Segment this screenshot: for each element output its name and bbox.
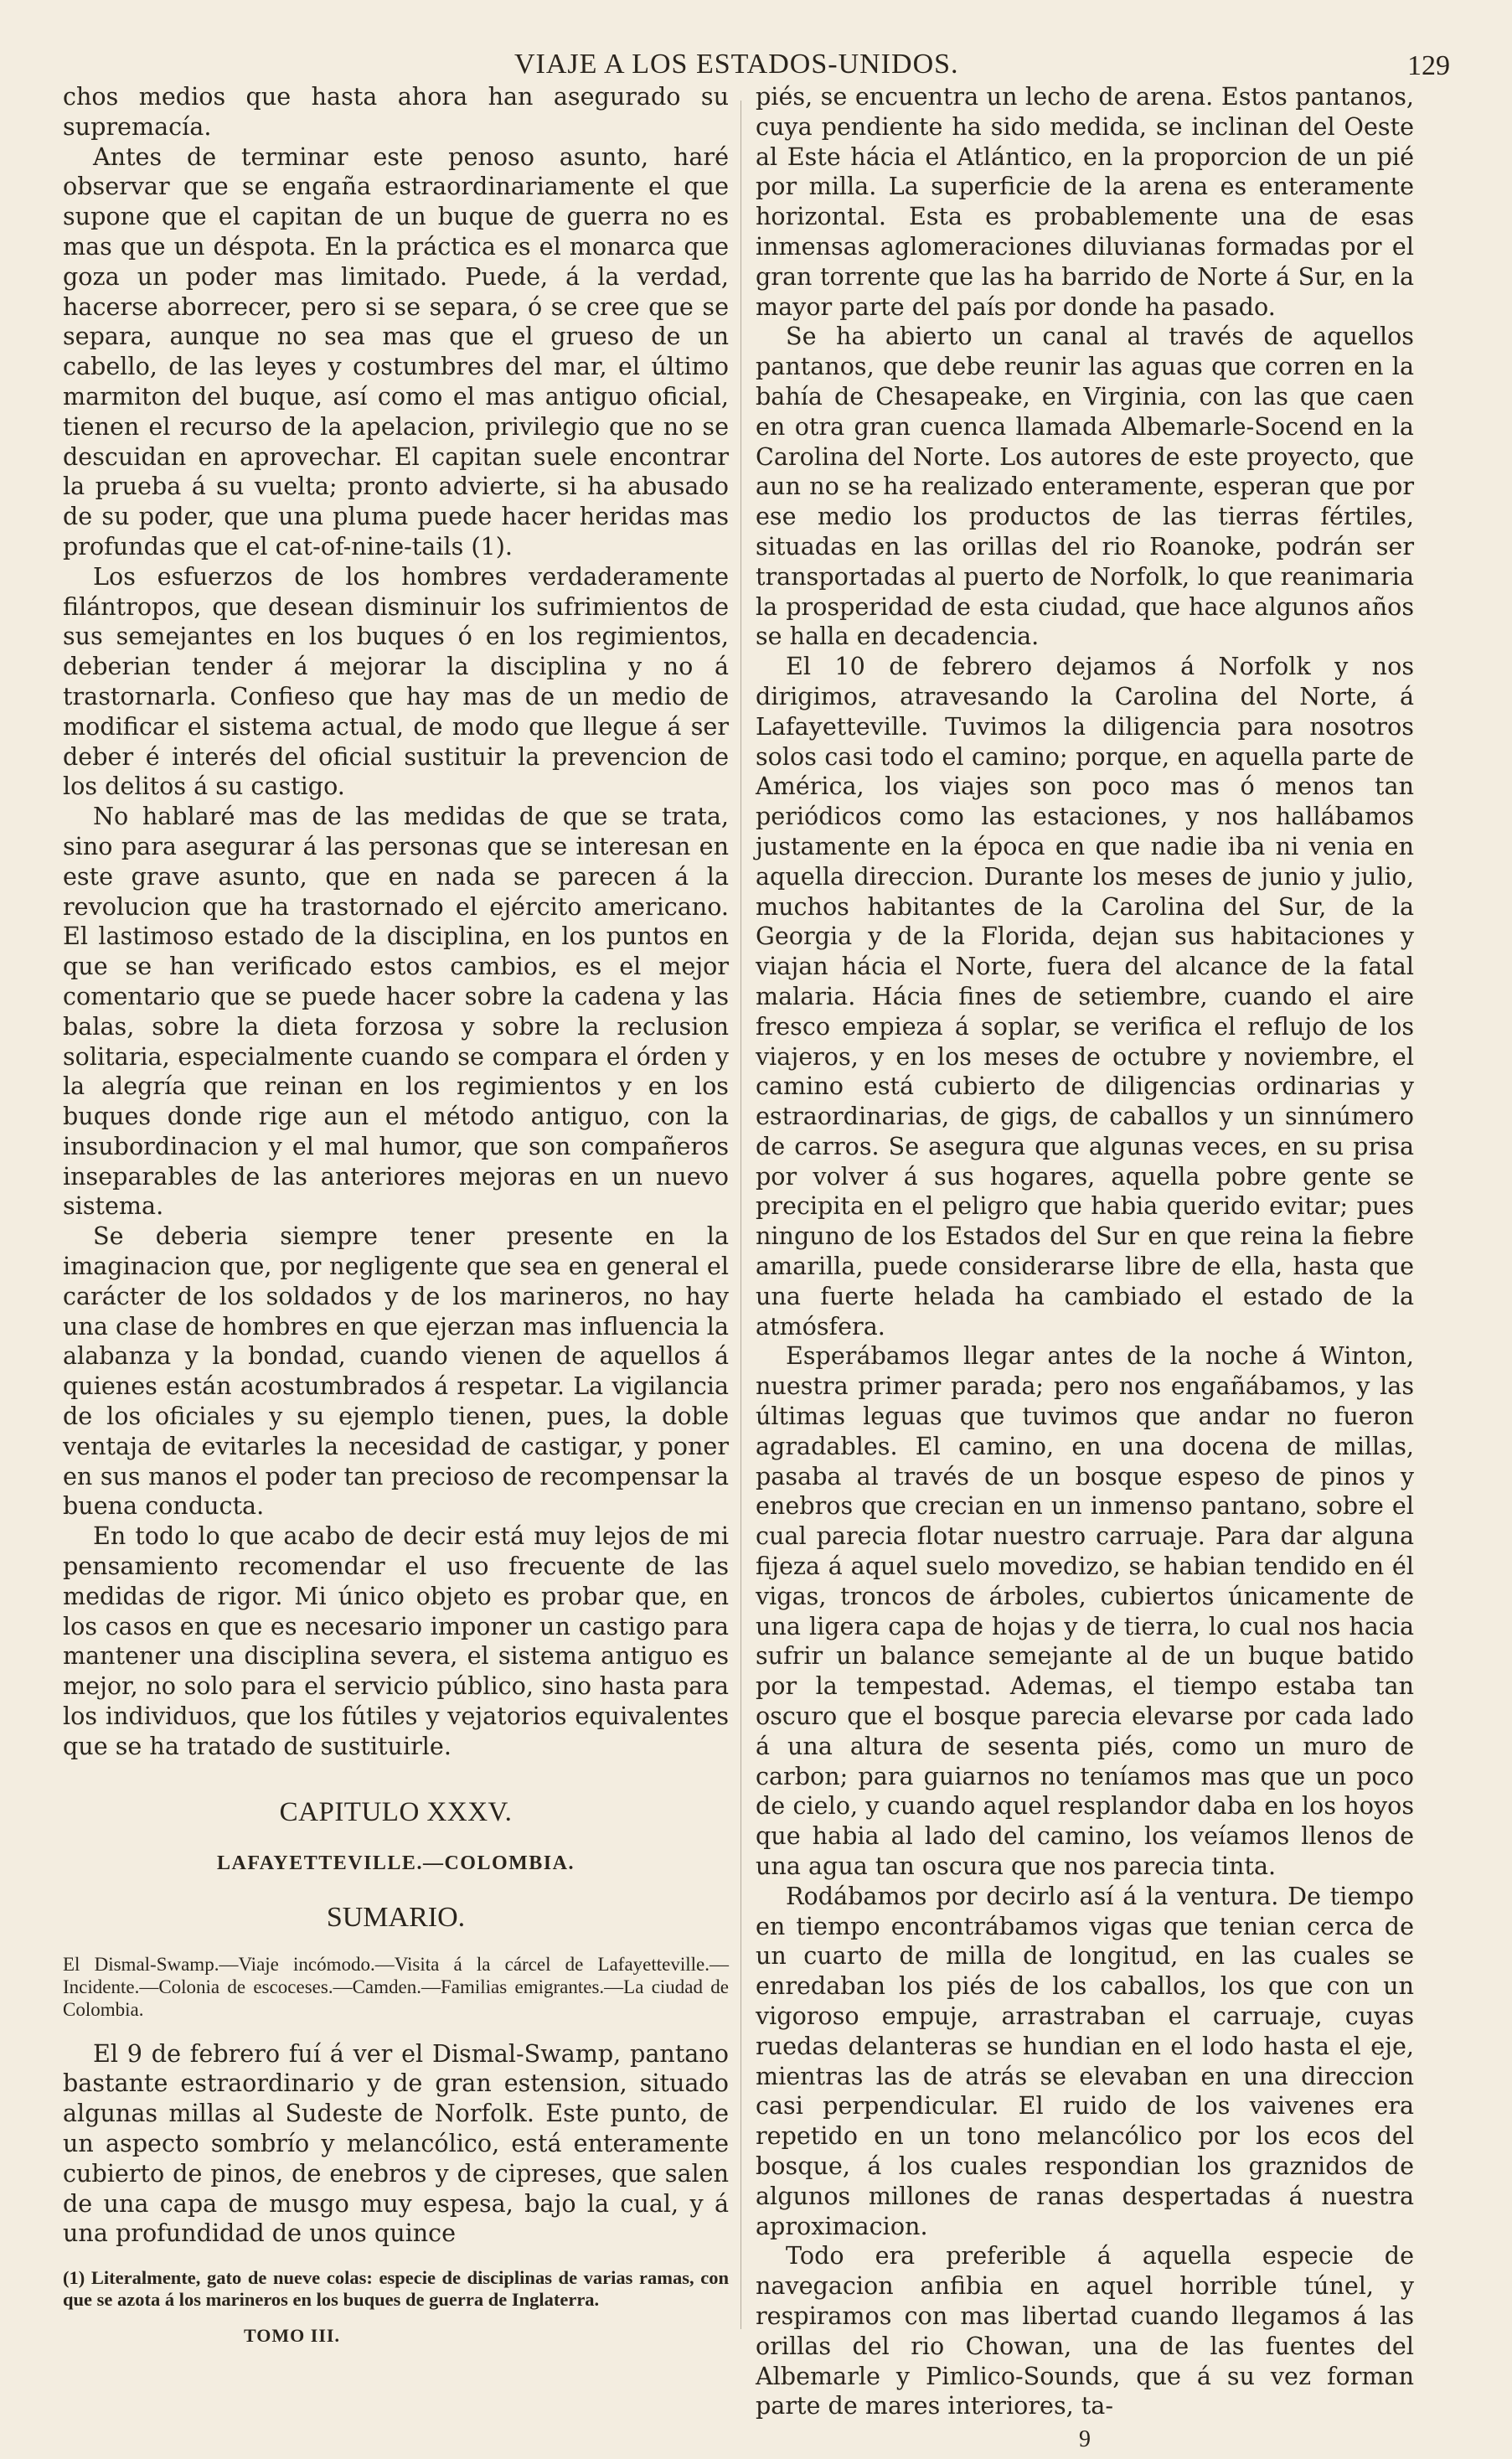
volume-mark: TOMO III. bbox=[244, 2325, 340, 2347]
paragraph: Esperábamos llegar antes de la noche á Winton, nuestra primer parada; pero nos engañábamos, y las últimas leguas que tuvimos que andar no fueron agradables. El camino, en una docena de millas, pasaba al través de un bosque espeso de pinos y enebros que crecian en un inmenso pantano, sobre el cual parecia flotar nuestro carruaje. Para dar alguna fijeza á aquel suelo movedizo, se habian tendido en él vigas, troncos de árboles, cubiertos únicamente de una ligera capa de hojas y de tierra, lo cual nos hacia sufrir un balance semejante al de un buque batido por la tempestad. Ademas, el tiempo estaba tan oscuro que el bosque parecia elevarse por cada lado á una altura de sesenta piés, como un muro de carbon; para guiarnos no teníamos mas que un poco de cielo, y cuando aquel resplandor daba en los hoyos que habia al lado del camino, los veíamos llenos de una agua tan oscura que nos parecia tinta. bbox=[756, 1341, 1414, 1881]
paragraph: En todo lo que acabo de decir está muy lejos de mi pensamiento recomendar el uso frecuente de las medidas de rigor. Mi único objeto es probar que, en los casos en que es necesario imponer un castigo para mantener una disciplina severa, el sistema antiguo es mejor, no solo para el servicio público, sino hasta para los individuos, que los fútiles y vejatorios equivalentes que se ha tratado de sustituirle. bbox=[63, 1521, 729, 1760]
paragraph: Rodábamos por decirlo así á la ventura. De tiempo en tiempo encontrábamos vigas que tenian cerca de un cuarto de milla de longitud, en las cuales se enredaban los piés de los caballos, los que con un vigoroso empuje, arrastraban el carruaje, cuyas ruedas delanteras se hundian en el lodo hasta el eje, mientras las de atrás se elevaban en una direccion casi perpendicular. El ruido de los vaivenes era repetido en un tono melancólico por los ecos del bosque, á los cuales respondian los graznidos de algunos millones de ranas despertadas á nuestra aproximacion. bbox=[756, 1881, 1414, 2240]
right-column bbox=[756, 82, 1414, 2455]
running-title: VIAJE A LOS ESTADOS-UNIDOS. bbox=[514, 49, 959, 80]
sumario-text: El Dismal-Swamp.—Viaje incómodo.—Visita á la cárcel de Lafayetteville.—Incidente.—Colonia de escoceses.—Camden.—Familias emigrantes.—La ciudad de Colombia. bbox=[63, 1953, 729, 2020]
paragraph: Los esfuerzos de los hombres verdaderamente filántropos, que desean disminuir los sufrimientos de sus semejantes en los buques ó en los regimientos, deberian tender á mejorar la disciplina y no á trastornarla. Confieso que hay mas de un medio de modificar el sistema actual, de modo que llegue á ser deber é interés del oficial sustituir la prevencion de los delitos á su castigo. bbox=[63, 561, 729, 801]
paragraph: Se deberia siempre tener presente en la imaginacion que, por negligente que sea en general el carácter de los soldados y de los marineros, no hay una clase de hombres en que ejerzan mas influencia la alabanza y la bondad, cuando vienen de aquellos á quienes están acostumbrados á respetar. La vigilancia de los oficiales y su ejemplo tienen, pues, la doble ventaja de evitarles la necesidad de castigar, y poner en sus manos el poder tan precioso de recompensar la buena conducta. bbox=[63, 1222, 729, 1521]
paragraph: El 10 de febrero dejamos á Norfolk y nos dirigimos, atravesando la Carolina del Norte, á Lafayetteville. Tuvimos la diligencia para nosotros solos casi todo el camino; porque, en aquella parte de América, los viajes son poco mas ó menos tan periódicos como las estaciones, y nos hallábamos justamente en la época en que nadie iba ni venia en aquella direccion. Durante los meses de junio y julio, muchos habitantes de la Carolina del Sur, de la Georgia y de la Florida, dejan sus habitaciones y viajan hácia el Norte, fuera del alcance de la fatal malaria. Hácia fines de setiembre, cuando el aire fresco empieza á soplar, se verifica el reflujo de los viajeros, y en los meses de octubre y noviembre, el camino está cubierto de diligencias ordinarias y estraordinarias, de gigs, de caballos y un sinnúmero de carros. Se asegura que algunas veces, en su prisa por volver á sus hogares, aquella pobre gente se precipita en el peligro que habia querido evitar; pues ninguno de los Estados del Sur en que reina la fiebre amarilla, puede considerarse libre de ella, hasta que una fuerte helada ha cambiado el estado de la atmósfera. bbox=[756, 652, 1414, 1341]
footnote: (1) Literalmente, gato de nueve colas: especie de disciplinas de varias ramas, con que se azota á los marineros en los buques de guerra de Inglaterra. bbox=[63, 2267, 729, 2311]
chapter-title: CAPITULO XXXV. bbox=[279, 1796, 513, 1827]
chapter-first-paragraph: El 9 de febrero fuí á ver el Dismal-Swamp, pantano bastante estraordinario y de gran estension, situado algunas millas al Sudeste de Norfolk. Este punto, de un aspecto sombrío y melancólico, está enteramente cubierto de pinos, de enebros y de cipreses, que salen de una capa de musgo muy espesa, bajo la cual, y á una profundidad de unos quince bbox=[63, 2038, 729, 2248]
paragraph: Todo era preferible á aquella especie de navegacion anfibia en aquel horrible túnel, y respiramos con mas libertad cuando llegamos á las orillas del rio Chowan, una de las fuentes del Albemarle y Pimlico-Sounds, que á su vez forman parte de mares interiores, ta- bbox=[756, 2241, 1414, 2420]
paragraph: No hablaré mas de las medidas de que se trata, sino para asegurar á las personas que se interesan en este grave asunto, que en nada se parecen á la revolucion que ha trastornado el ejército americano. El lastimoso estado de la disciplina, en los puntos en que se han verificado estos cambios, es el mejor comentario que se puede hacer sobre la cadena y las balas, sobre la dieta forzosa y sobre la reclusion solitaria, especialmente cuando se compara el órden y la alegría que reinan en los regimientos y en los buques donde rige aun el método antiguo, con la insubordinacion y el mal humor, que son compañeros inseparables de las anteriores mejoras en un nuevo sistema. bbox=[63, 802, 729, 1221]
paragraph: chos medios que hasta ahora han asegurado su supremacía. bbox=[63, 82, 729, 141]
chapter-places: LAFAYETTEVILLE.—COLOMBIA. bbox=[217, 1852, 575, 1874]
signature-mark: 9 bbox=[1079, 2426, 1091, 2453]
sumario-title: SUMARIO. bbox=[326, 1901, 466, 1933]
left-column bbox=[63, 82, 729, 2351]
page-number: 129 bbox=[1407, 50, 1450, 81]
paragraph: Antes de terminar este penoso asunto, haré observar que se engaña estraordinariamente el que supone que el capitan de un buque de guerra no es mas que un déspota. En la práctica es el monarca que goza un poder mas limitado. Puede, á la verdad, hacerse aborrecer, pero si se separa, ó se cree que se separa, aunque no sea mas que el grueso de un cabello, de las leyes y costumbres del mar, el último marmiton del buque, así como el mas antiguo oficial, tienen el recurso de la apelacion, privilegio que no se descuidan en aprovechar. El capitan suele encontrar la prueba á su vuelta; pronto advierte, si ha abusado de su poder, que una pluma puede hacer heridas mas profundas que el cat-of-nine-tails (1). bbox=[63, 142, 729, 561]
page-header bbox=[0, 44, 1512, 84]
paragraph: piés, se encuentra un lecho de arena. Estos pantanos, cuya pendiente ha sido medida, se inclinan del Oeste al Este hácia el Atlántico, en la proporcion de un pié por milla. La superficie de la arena es enteramente horizontal. Esta es probablemente una de esas inmensas aglomeraciones diluvianas formadas por el gran torrente que las ha barrido de Norte á Sur, en la mayor parte del país por donde ha pasado. bbox=[756, 82, 1414, 321]
paragraph: Se ha abierto un canal al través de aquellos pantanos, que debe reunir las aguas que corren en la bahía de Chesapeake, en Virginia, con las que caen en otra gran cuenca llamada Albemarle-Socend en la Carolina del Norte. Los autores de este proyecto, que aun no se ha realizado enteramente, esperan que por ese medio los productos de las tierras fértiles, situadas en las orillas del rio Roanoke, podrán ser transportadas al puerto de Norfolk, lo que reanimaria la prosperidad de esta ciudad, que hace algunos años se halla en decadencia. bbox=[756, 322, 1414, 651]
